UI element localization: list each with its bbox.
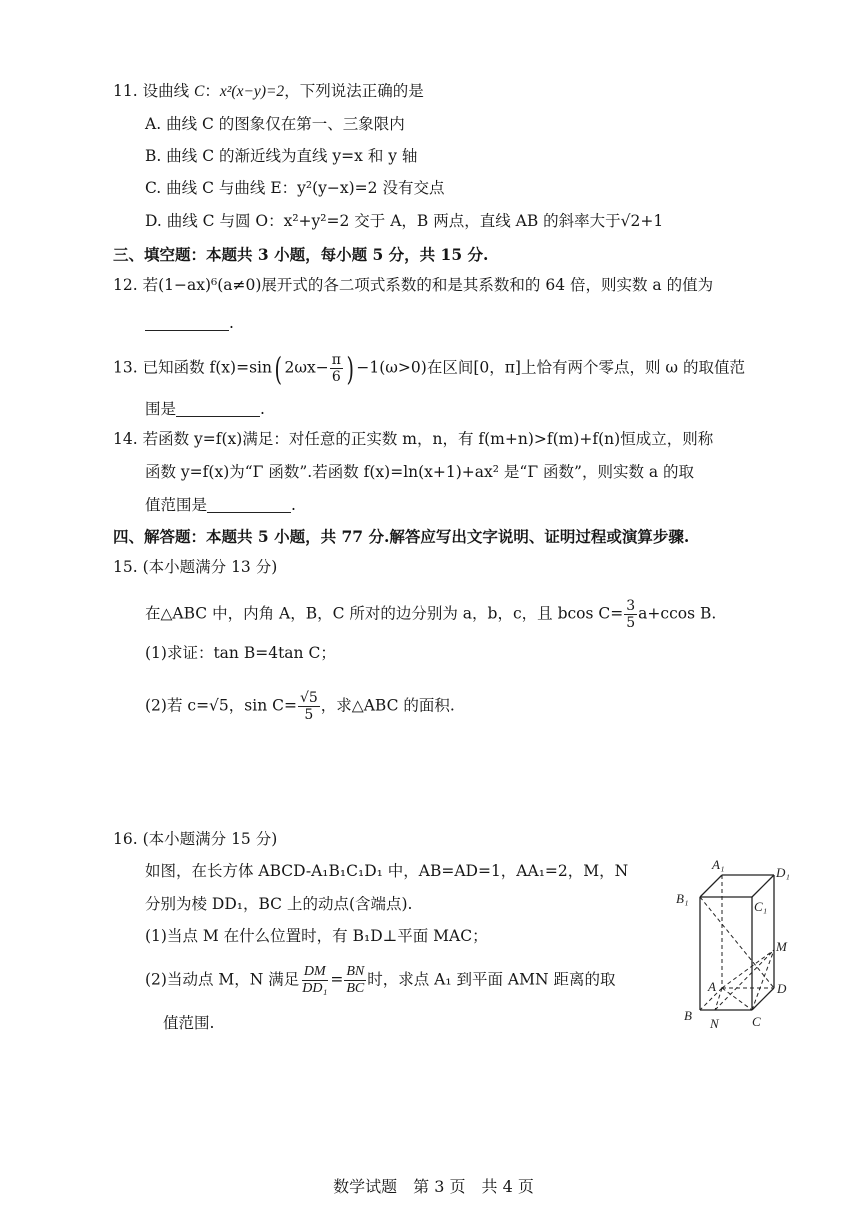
- fraction-numerator: 3: [626, 598, 636, 614]
- q12-text: 若(1−ax)⁶(a≠0)展开式的各二项式系数的和是其系数和的 64 倍，则实数 a 的值为: [142, 276, 714, 294]
- bn-over-bc-fraction: [344, 964, 366, 997]
- page-footer: 数学试题 第 3 页 共 4 页: [333, 1177, 534, 1196]
- q11-equation: x²(x−y)=2: [219, 83, 285, 100]
- fraction-numerator: √5: [299, 690, 318, 706]
- left-paren: (: [274, 349, 282, 388]
- q12-number: 12.: [113, 276, 138, 294]
- fraction-denominator: 6: [331, 369, 341, 385]
- option-text: 曲线 C 的渐近线为直线 y=x 和 y 轴: [166, 147, 418, 165]
- segment-nm: [715, 950, 774, 1010]
- q16-part2-line2: 值范围.: [163, 1014, 215, 1032]
- section-3-heading: 三、填空题：本题共 3 小题，每小题 5 分，共 15 分.: [113, 245, 489, 264]
- q16-line2: 分别为棱 DD₁，BC 上的动点(含端点).: [145, 895, 413, 913]
- section-4-heading: 四、解答题：本题共 5 小题，共 77 分.解答应写出文字说明、证明过程或演算步骤.: [113, 527, 690, 546]
- q13-inner: 2ωx−: [284, 358, 329, 377]
- q11-option-a: [145, 113, 405, 135]
- fraction-numerator: BN: [346, 964, 365, 979]
- q15-part1: (1)求证：tan B=4tan C；: [145, 644, 336, 662]
- q15-part2: [145, 690, 455, 723]
- q11-stem-tail: ，下列说法正确的是: [284, 82, 424, 100]
- option-letter: A.: [145, 115, 162, 133]
- q13-post: −1(ω>0)在区间[0，π]上恰有两个零点，则 ω 的取值范: [356, 358, 745, 377]
- q16-part2: (2)当动点 M，N 满足 $\frac{DM}{\text{DD₁}}$ = $\frac{BN}{BC}$ 时，求点 A₁ 到平面 AMN 距离的取: [145, 964, 616, 996]
- option-letter: D.: [145, 212, 162, 230]
- q16-part2-pre: (2)当动点 M，N 满足: [145, 970, 300, 989]
- q14-line3: [145, 494, 296, 516]
- q15-part2-post: ，求△ABC 的面积.: [320, 696, 455, 715]
- label-c: C: [752, 1014, 761, 1029]
- q11-number: 11.: [113, 82, 138, 100]
- q13-line2: [145, 398, 265, 420]
- q12-stem: [113, 274, 713, 296]
- pi-over-6-fraction: [330, 352, 343, 385]
- answer-blank: [207, 496, 291, 513]
- q16-part2-post: 时，求点 A₁ 到平面 AMN 距离的取: [367, 970, 616, 989]
- cuboid-figure: [670, 855, 800, 1035]
- fraction-denominator: DD₁: [302, 981, 328, 996]
- fraction-numerator: DM: [303, 964, 326, 979]
- three-fifths-fraction: [624, 598, 637, 631]
- label-d1: D₁: [776, 865, 790, 880]
- q13-tail: .: [260, 400, 265, 418]
- q16-number: 16.: [113, 830, 138, 848]
- label-a1: A₁: [712, 857, 725, 872]
- label-m: M: [776, 939, 787, 954]
- dm-over-dd1-fraction: [300, 964, 329, 997]
- label-c1: C₁: [754, 899, 768, 914]
- q12-tail: .: [229, 314, 234, 332]
- label-b: B: [684, 1008, 692, 1023]
- label-n: N: [710, 1016, 719, 1031]
- q11-stem-text: 设曲线: [142, 82, 190, 100]
- q13-number: 13.: [113, 358, 138, 377]
- q15-stem: [145, 598, 716, 631]
- option-text: 曲线 C 与曲线 E：y²(y−x)=2 没有交点: [166, 179, 445, 197]
- q14-line3-text: 值范围是: [145, 496, 208, 514]
- q15-part2-pre: (2)若 c=√5，sin C=: [145, 696, 297, 715]
- q15-stem-post: a+ccos B.: [638, 604, 717, 623]
- option-letter: C.: [145, 179, 162, 197]
- answer-blank: [176, 400, 260, 417]
- q16-score: (本小题满分 15 分): [142, 830, 278, 848]
- q14-number: 14.: [113, 430, 138, 448]
- segment-am: [722, 950, 774, 988]
- option-text: 曲线 C 的图象仅在第一、三象限内: [166, 115, 405, 133]
- q13-pre: 已知函数 f(x)=sin: [142, 358, 272, 377]
- q13-line2-text: 围是: [145, 400, 177, 418]
- q15-score: (本小题满分 13 分): [142, 558, 278, 576]
- label-a: A: [708, 979, 716, 994]
- q14-tail: .: [291, 496, 296, 514]
- q15-header: [113, 556, 277, 578]
- fraction-numerator: π: [331, 352, 341, 368]
- q14-line1-text: 若函数 y=f(x)满足：对任意的正实数 m，n，有 f(m+n)>f(m)+f(n)恒成立，则称: [142, 430, 714, 448]
- answer-blank: [145, 314, 229, 331]
- q16-header: [113, 828, 277, 850]
- segment-an: [715, 988, 722, 1010]
- fraction-denominator: 5: [304, 707, 314, 723]
- edge-a1b1: [700, 875, 722, 897]
- q16-part1: (1)当点 M 在什么位置时，有 B₁D⊥平面 MAC；: [145, 927, 488, 945]
- q14-line1: [113, 428, 713, 450]
- q15-stem-pre: 在△ABC 中，内角 A，B，C 所对的边分别为 a，b，c，且 bcos C=: [145, 604, 624, 623]
- segment-cm: [752, 950, 774, 1010]
- edge-d1c1: [752, 875, 774, 897]
- q11-option-d: [145, 210, 663, 232]
- label-d: D: [777, 981, 787, 996]
- option-text: 曲线 C 与圆 O：x²+y²=2 交于 A，B 两点，直线 AB 的斜率大于√2+1: [166, 212, 664, 230]
- q11-option-c: [145, 177, 444, 199]
- option-letter: B.: [145, 147, 162, 165]
- right-paren: ): [346, 349, 354, 388]
- label-b1: B₁: [676, 891, 689, 906]
- root5-over-5-fraction: [298, 690, 320, 723]
- q11-option-b: [145, 145, 417, 167]
- q12-answer-line: [145, 312, 234, 334]
- fraction-denominator: BC: [346, 981, 365, 996]
- edge-cd: [752, 988, 774, 1010]
- q11-curve: C: [194, 83, 205, 100]
- fraction-denominator: 5: [626, 615, 636, 631]
- q11-stem: 11. 设曲线 C：x²(x−y)=2，下列说法正确的是: [113, 82, 424, 100]
- q16-line1: 如图，在长方体 ABCD-A₁B₁C₁D₁ 中，AB=AD=1，AA₁=2，M，N: [145, 862, 629, 880]
- q14-line2: 函数 y=f(x)为“Γ 函数”.若函数 f(x)=ln(x+1)+ax² 是“Γ 函数”，则实数 a 的取: [145, 463, 695, 481]
- q13-stem: [113, 349, 745, 388]
- q15-number: 15.: [113, 558, 138, 576]
